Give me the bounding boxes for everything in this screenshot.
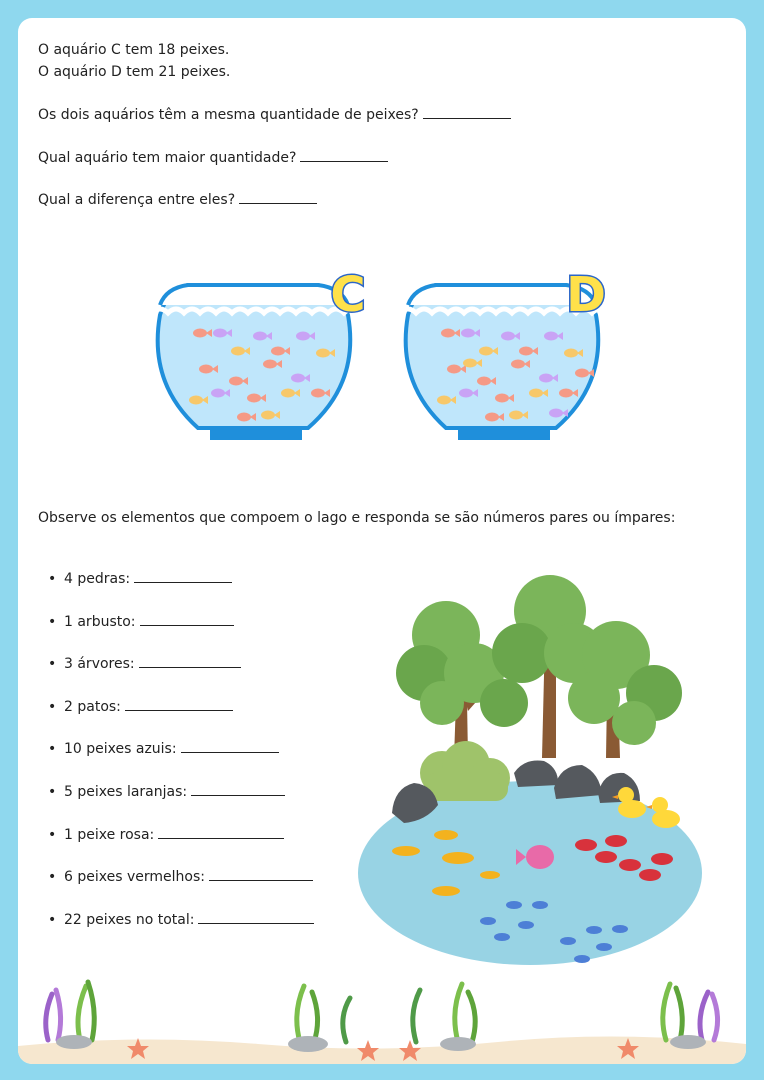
bowl-d [400,267,608,440]
lake-questions-list [44,568,314,951]
answer-blank[interactable] [140,611,234,626]
item-label: 5 peixes laranjas: [64,783,188,800]
answer-blank[interactable] [134,568,232,583]
question-which-more-text: Qual aquário tem maior quantidade? [38,150,297,166]
seaweed-right [663,984,718,1040]
answer-blank[interactable] [125,696,233,711]
answer-blank[interactable] [158,824,284,839]
worksheet-page [18,18,746,1064]
list-item [44,611,314,654]
question-same-amount [38,104,511,125]
seaweed-center-right [413,984,475,1042]
question-difference [38,189,317,210]
item-label: 1 peixe rosa: [64,826,155,843]
tree-foliage [396,575,682,745]
list-item [44,653,314,696]
seaweed-left [46,982,95,1040]
answer-blank-same-amount[interactable] [423,104,511,119]
list-item [44,696,314,739]
lake-illustration [354,573,708,965]
list-item [44,909,314,952]
lake-instruction: Observe os elementos que compoem o lago e responda se são números pares ou ímpares: [38,510,676,526]
answer-blank[interactable] [198,909,314,924]
item-label: 6 peixes vermelhos: [64,869,205,886]
list-item [44,781,314,824]
question-difference-text: Qual a diferença entre eles? [38,192,236,208]
item-label: 2 patos: [64,698,121,715]
answer-blank-which-more[interactable] [300,147,388,162]
list-item [44,568,314,611]
answer-blank-difference[interactable] [239,189,317,204]
bush [420,741,510,801]
question-which-more [38,147,388,168]
item-label: 10 peixes azuis: [64,741,177,758]
answer-blank[interactable] [209,866,313,881]
answer-blank[interactable] [181,738,279,753]
bowl-c [152,267,376,440]
item-label: 1 arbusto: [64,613,136,630]
question-same-amount-text: Os dois aquários têm a mesma quantidade de peixes? [38,107,419,123]
list-item [44,738,314,781]
list-item [44,824,314,867]
bowl-d-letter: D [566,267,606,323]
seaweed-center-left [297,986,350,1042]
seafloor-decoration [18,968,746,1064]
item-label: 3 árvores: [64,656,135,673]
list-item [44,866,314,909]
fact-bowl-d: O aquário D tem 21 peixes. [38,64,231,80]
fish-bowls-illustration [138,233,608,458]
fact-bowl-c: O aquário C tem 18 peixes. [38,42,230,58]
item-label: 22 peixes no total: [64,911,195,928]
item-label: 4 pedras: [64,571,131,587]
bowl-c-letter: C [330,267,366,323]
answer-blank[interactable] [139,653,241,668]
answer-blank[interactable] [191,781,285,796]
